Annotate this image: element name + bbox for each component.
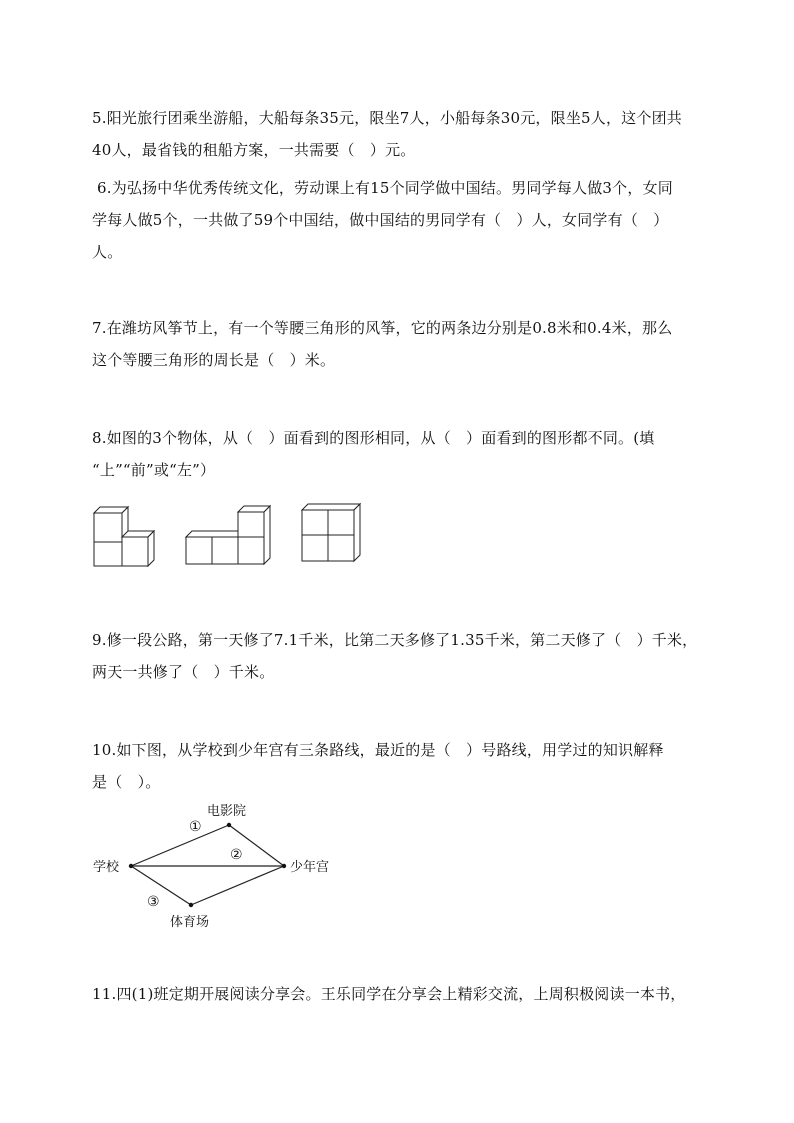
youth-palace-point xyxy=(282,864,286,868)
cinema-label: 电影院 xyxy=(207,804,247,819)
q9-line-1: 9.修一段公路，第一天修了7.1千米，比第二天多修了1.35千米，第二天修了（ ）千米， xyxy=(92,631,698,649)
q8-line-1: 8.如图的3个物体，从（ ）面看到的图形相同，从（ ）面看到的图形都不同。(填 xyxy=(92,429,655,447)
q11-line-1: 11.四(1)班定期开展阅读分享会。王乐同学在分享会上精彩交流，上周积极阅读一本书， xyxy=(92,985,686,1003)
q10-line-1: 10.如下图，从学校到少年宫有三条路线，最近的是（ ）号路线，用学过的知识解释 xyxy=(92,741,664,759)
route-1-label: ① xyxy=(189,819,202,835)
q5-line-2: 40人，最省钱的租船方案，一共需要（ ）元。 xyxy=(92,141,416,159)
school-label: 学校 xyxy=(93,860,120,875)
route-2-label: ② xyxy=(230,847,243,863)
school-point xyxy=(129,864,133,868)
stadium-point xyxy=(189,903,193,907)
q8-line-2: “上”“前”或“左”） xyxy=(92,461,216,479)
q7-line-1: 7.在潍坊风筝节上，有一个等腰三角形的风筝，它的两条边分别是0.8米和0.4米，那么 xyxy=(92,319,673,337)
cinema-point xyxy=(227,823,231,827)
route-3-segment-b xyxy=(191,866,284,905)
route-1-segment-a xyxy=(131,825,229,866)
q7-line-2: 这个等腰三角形的周长是（ ）米。 xyxy=(92,351,336,369)
q10-line-2: 是（ ）。 xyxy=(92,773,161,791)
q9-line-2: 两天一共修了（ ）千米。 xyxy=(92,663,275,681)
q6-line-1: 6.为弘扬中华优秀传统文化，劳动课上有15个同学做中国结。男同学每人做3个，女同 xyxy=(97,179,673,197)
q6-line-3: 人。 xyxy=(92,243,123,261)
youth-palace-label: 少年宫 xyxy=(290,860,330,875)
route-3-label: ③ xyxy=(147,894,160,910)
q5-line-1: 5.阳光旅行团乘坐游船，大船每条35元，限坐7人，小船每条30元，限坐5人，这个团共 xyxy=(92,109,682,127)
route-3-segment-a xyxy=(131,866,191,905)
q6-line-2: 学每人做5个，一共做了59个中国结，做中国结的男同学有（ ）人，女同学有（ ） xyxy=(92,211,669,229)
stadium-label: 体育场 xyxy=(170,915,210,930)
